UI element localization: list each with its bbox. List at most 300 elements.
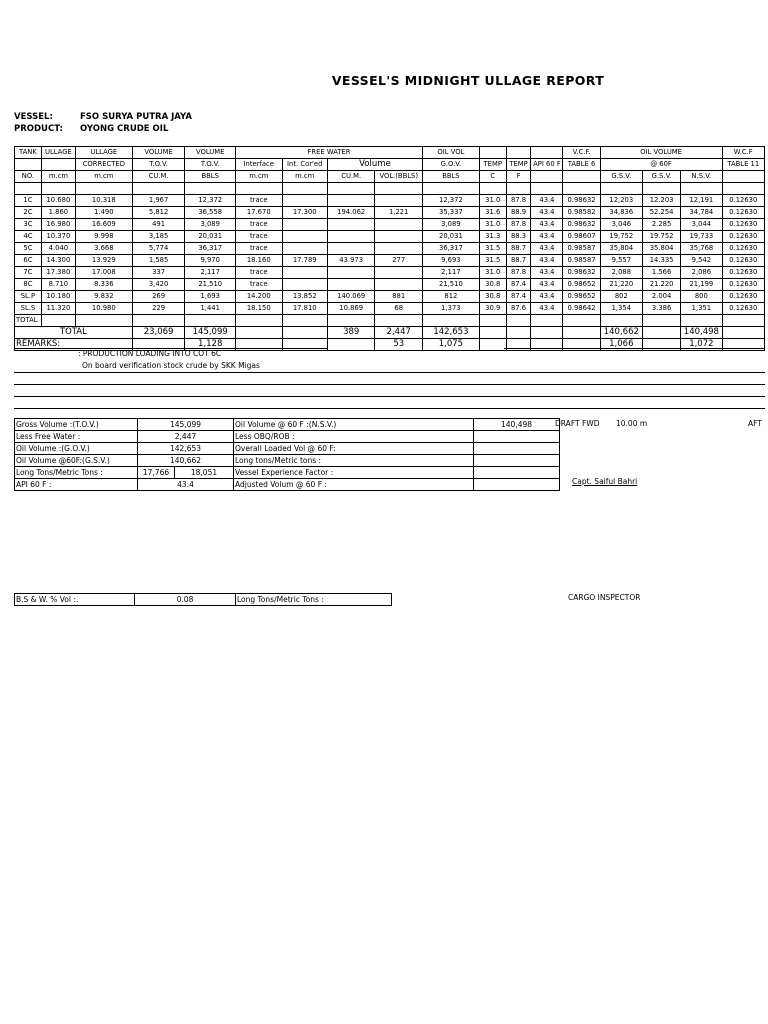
summary-label: Vessel Experience Factor : — [234, 467, 474, 479]
table-cell — [41, 315, 75, 327]
note-line-1: : PRODUCTION LOADING INTO COT 6C — [78, 349, 222, 358]
table-cell — [722, 327, 764, 339]
table-cell: 0.98582 — [563, 207, 600, 219]
summary-label: Gross Volume :(T.O.V.) — [15, 419, 138, 431]
table-cell: SL.S — [15, 303, 42, 315]
table-cell: 1,221 — [375, 207, 423, 219]
table-row — [15, 207, 765, 219]
table-cell — [282, 231, 327, 243]
col-header: Interface — [236, 159, 282, 171]
table-cell: 68 — [375, 303, 423, 315]
table-cell: 140,662 — [600, 327, 642, 339]
table-cell — [375, 279, 423, 291]
table-cell: 0.12630 — [722, 195, 764, 207]
aft-label: AFT — [748, 419, 762, 428]
col-header: VOLUME — [132, 147, 185, 159]
col-header: F — [506, 171, 531, 183]
table-cell: 34,784 — [681, 207, 722, 219]
table-cell: 43.4 — [531, 243, 563, 255]
table-cell: 8.710 — [41, 279, 75, 291]
col-header: G.S.V. — [600, 171, 642, 183]
col-header: TANK — [15, 147, 42, 159]
col-header: N.S.V. — [681, 171, 722, 183]
table-cell: 3.386 — [642, 303, 680, 315]
col-header: V.C.F. — [563, 147, 600, 159]
table-cell: 2C — [15, 207, 42, 219]
table-cell: 31.0 — [479, 267, 506, 279]
captain-signature: Capt. Saiful Bahri — [572, 477, 638, 486]
summary-row — [15, 479, 560, 491]
note-line-2: On board verification stock crude by SKK Migas — [82, 361, 260, 370]
table-cell: 881 — [375, 291, 423, 303]
table-row — [15, 243, 765, 255]
table-cell: 812 — [423, 291, 480, 303]
table-cell: 43.4 — [531, 303, 563, 315]
table-cell — [327, 231, 375, 243]
table-row — [15, 291, 765, 303]
table-cell: 1,441 — [185, 303, 236, 315]
table-cell — [722, 315, 764, 327]
table-cell: 9,970 — [185, 255, 236, 267]
table-cell: 31.0 — [479, 195, 506, 207]
table-cell: 19.752 — [642, 231, 680, 243]
table-cell: trace — [236, 231, 282, 243]
col-header: T.O.V. — [132, 159, 185, 171]
draft-fwd-value: 10.00 m — [616, 419, 648, 428]
col-header: CORRECTED — [75, 159, 132, 171]
table-cell: 43.4 — [531, 231, 563, 243]
table-cell: 12,372 — [185, 195, 236, 207]
divider — [14, 384, 765, 385]
table-cell: 0.12630 — [722, 291, 764, 303]
table-cell — [563, 327, 600, 339]
table-row — [15, 219, 765, 231]
col-header: TABLE 6 — [563, 159, 600, 171]
table-cell — [327, 243, 375, 255]
col-header: NO. — [15, 171, 42, 183]
table-cell — [327, 267, 375, 279]
col-header — [722, 171, 764, 183]
table-cell — [236, 327, 282, 339]
table-cell: trace — [236, 243, 282, 255]
table-cell: trace — [236, 219, 282, 231]
col-header: W.C.F — [722, 147, 764, 159]
table-cell: 2.285 — [642, 219, 680, 231]
table-row — [15, 279, 765, 291]
table-cell: 1,075 — [423, 339, 480, 351]
table-cell: 43.4 — [531, 291, 563, 303]
table-cell — [642, 315, 680, 327]
col-header: T.O.V. — [185, 159, 236, 171]
col-header: CU.M. — [132, 171, 185, 183]
col-header: ULLAGE — [75, 147, 132, 159]
summary-label: Adjusted Volum @ 60 F : — [234, 479, 474, 491]
table-cell: 31.3 — [479, 231, 506, 243]
table-cell: 1,066 — [600, 339, 642, 351]
table-cell: 52.254 — [642, 207, 680, 219]
table-cell: 2,447 — [375, 327, 423, 339]
table-cell: 2,117 — [185, 267, 236, 279]
table-cell: 1C — [15, 195, 42, 207]
table-cell: 43.973 — [327, 255, 375, 267]
col-header: TEMP — [479, 159, 506, 171]
table-cell: 43.4 — [531, 207, 563, 219]
col-header — [479, 147, 506, 159]
table-cell: 229 — [132, 303, 185, 315]
col-header: TABLE 11 — [722, 159, 764, 171]
bsw-row — [15, 594, 392, 606]
col-header — [531, 171, 563, 183]
table-cell: 21,510 — [423, 279, 480, 291]
table-cell: 31.5 — [479, 243, 506, 255]
table-cell: 5,812 — [132, 207, 185, 219]
table-cell: 13.929 — [75, 255, 132, 267]
bsw-table — [14, 593, 392, 606]
table-cell — [185, 315, 236, 327]
table-cell: 30.8 — [479, 279, 506, 291]
table-cell: 34,836 — [600, 207, 642, 219]
summary-value — [474, 467, 560, 479]
col-header: C — [479, 171, 506, 183]
table-cell: 43.4 — [531, 255, 563, 267]
summary-value: 140,498 — [474, 419, 560, 431]
table-cell: 19,733 — [681, 231, 722, 243]
table-row — [15, 255, 765, 267]
table-cell — [327, 195, 375, 207]
summary-value — [474, 431, 560, 443]
col-header-oil-volume: OIL VOLUME — [600, 147, 722, 159]
table-cell — [75, 315, 132, 327]
bsw-long-tons-label: Long Tons/Metric Tons : — [236, 594, 392, 606]
table-cell: 1,967 — [132, 195, 185, 207]
table-cell: 35,337 — [423, 207, 480, 219]
table-cell: 0.98632 — [563, 219, 600, 231]
table-cell: 2,086 — [681, 267, 722, 279]
col-header: m.cm — [75, 171, 132, 183]
table-cell: 0.12630 — [722, 267, 764, 279]
table-cell — [531, 327, 563, 339]
table-cell: 17.810 — [282, 303, 327, 315]
table-cell: 0.12630 — [722, 279, 764, 291]
table-cell: 12,191 — [681, 195, 722, 207]
summary-label: Less OBQ/ROB : — [234, 431, 474, 443]
table-cell — [282, 195, 327, 207]
summary-row — [15, 443, 560, 455]
table-cell: 277 — [375, 255, 423, 267]
table-cell: 802 — [600, 291, 642, 303]
table-cell: 31.5 — [479, 255, 506, 267]
table-cell — [327, 219, 375, 231]
table-cell: 30.8 — [479, 291, 506, 303]
table-cell — [327, 315, 375, 327]
table-cell: 800 — [681, 291, 722, 303]
table-cell: 53 — [375, 339, 423, 351]
table-cell — [479, 339, 506, 351]
table-cell: 0.98587 — [563, 255, 600, 267]
summary-label: Oil Volume @ 60 F :(N.S.V.) — [234, 419, 474, 431]
col-header: G.O.V. — [423, 159, 480, 171]
table-cell — [327, 279, 375, 291]
summary-label: Overall Loaded Vol @ 60 F: — [234, 443, 474, 455]
col-header: TEMP — [506, 159, 531, 171]
table-cell: 87.4 — [506, 279, 531, 291]
table-cell: 1.490 — [75, 207, 132, 219]
table-cell: 9.998 — [75, 231, 132, 243]
table-cell: 0.12630 — [722, 207, 764, 219]
table-cell: 10.680 — [41, 195, 75, 207]
summary-value: 142,653 — [138, 443, 234, 455]
table-cell: 13.852 — [282, 291, 327, 303]
col-header: VOLUME — [185, 147, 236, 159]
cargo-inspector-label: CARGO INSPECTOR — [568, 593, 641, 602]
table-cell: 17.008 — [75, 267, 132, 279]
col-header — [41, 159, 75, 171]
table-cell — [282, 243, 327, 255]
table-cell: 8.336 — [75, 279, 132, 291]
table-cell: 9,557 — [600, 255, 642, 267]
table-cell: 0.98607 — [563, 231, 600, 243]
table-cell: 269 — [132, 291, 185, 303]
table-cell: 491 — [132, 219, 185, 231]
table-cell: 88.7 — [506, 255, 531, 267]
table-cell: 20,031 — [185, 231, 236, 243]
summary-value: 43.4 — [138, 479, 234, 491]
col-header: VOL.(BBLS) — [375, 171, 423, 183]
table-cell — [282, 279, 327, 291]
table-cell — [375, 231, 423, 243]
summary-row — [15, 419, 560, 431]
table-cell: trace — [236, 195, 282, 207]
table-cell — [506, 327, 531, 339]
table-cell: 0.98587 — [563, 243, 600, 255]
summary-label: Less Free Water : — [15, 431, 138, 443]
table-cell — [282, 315, 327, 327]
table-cell: 10.370 — [41, 231, 75, 243]
table-cell: 1,128 — [185, 339, 236, 351]
col-header: ULLAGE — [41, 147, 75, 159]
table-cell: 0.98632 — [563, 195, 600, 207]
table-cell: 88.3 — [506, 231, 531, 243]
table-cell: 36,317 — [185, 243, 236, 255]
table-cell: 3.668 — [75, 243, 132, 255]
summary-value: 2,447 — [138, 431, 234, 443]
table-cell: 10.869 — [327, 303, 375, 315]
table-cell — [600, 315, 642, 327]
table-cell: 31.0 — [479, 219, 506, 231]
draft-fwd-label: DRAFT FWD — [555, 419, 600, 428]
table-cell: 6C — [15, 255, 42, 267]
table-cell: 21,220 — [600, 279, 642, 291]
table-cell: 10.980 — [75, 303, 132, 315]
table-cell: 1,072 — [681, 339, 722, 351]
table-cell: 10.180 — [41, 291, 75, 303]
table-cell: 2.004 — [642, 291, 680, 303]
header-row-1 — [15, 147, 765, 159]
table-cell: 43.4 — [531, 279, 563, 291]
table-cell: 1,693 — [185, 291, 236, 303]
product-label: PRODUCT: — [14, 124, 63, 134]
table-cell: 87.4 — [506, 291, 531, 303]
table-cell: 88.7 — [506, 243, 531, 255]
summary-label: Long tons/Metric tons : — [234, 455, 474, 467]
table-cell: 87.8 — [506, 219, 531, 231]
table-cell: 142,653 — [423, 327, 480, 339]
summary-value — [474, 443, 560, 455]
col-header — [563, 171, 600, 183]
summary-row — [15, 431, 560, 443]
summary-table — [14, 418, 560, 491]
table-cell: 0.12630 — [722, 303, 764, 315]
table-cell: 36,558 — [185, 207, 236, 219]
table-cell: 0.98642 — [563, 303, 600, 315]
table-cell: 20,031 — [423, 231, 480, 243]
table-cell: 0.12630 — [722, 243, 764, 255]
table-cell: 43.4 — [531, 195, 563, 207]
table-row — [15, 267, 765, 279]
bsw-label: B.S & W. % Vol :. — [15, 594, 135, 606]
table-cell: 30.9 — [479, 303, 506, 315]
table-row — [15, 303, 765, 315]
table-cell: 0.98652 — [563, 279, 600, 291]
col-header: BBLS — [423, 171, 480, 183]
table-cell: 12.203 — [642, 195, 680, 207]
header-row-3 — [15, 171, 765, 183]
table-cell: 7C — [15, 267, 42, 279]
table-cell: 1.860 — [41, 207, 75, 219]
table-cell: 35.804 — [642, 243, 680, 255]
summary-value: 140,662 — [138, 455, 234, 467]
table-cell: 17.300 — [282, 207, 327, 219]
table-cell: 87.8 — [506, 267, 531, 279]
table-cell: 140.069 — [327, 291, 375, 303]
table-cell: 8C — [15, 279, 42, 291]
table-cell — [327, 339, 375, 351]
summary-row — [15, 467, 560, 479]
table-cell: 3,044 — [681, 219, 722, 231]
summary-label: Oil Volume :(G.O.V.) — [15, 443, 138, 455]
summary-label: Oil Volume @60F:(G.S.V.) — [15, 455, 138, 467]
table-cell: 0.98632 — [563, 267, 600, 279]
col-header: m.cm — [41, 171, 75, 183]
table-cell: 87.8 — [506, 195, 531, 207]
table-cell: 87.6 — [506, 303, 531, 315]
table-cell: 194.062 — [327, 207, 375, 219]
table-cell: 31.6 — [479, 207, 506, 219]
table-cell: 36,317 — [423, 243, 480, 255]
table-cell: 21,510 — [185, 279, 236, 291]
table-cell — [375, 219, 423, 231]
table-cell: 18.150 — [236, 303, 282, 315]
table-cell: 35,804 — [600, 243, 642, 255]
col-header: @ 60F — [600, 159, 722, 171]
total-row-label: TOTAL — [15, 327, 133, 339]
summary-value: 18,051 — [175, 467, 234, 479]
table-cell: 0.12630 — [722, 255, 764, 267]
table-cell: 0.98652 — [563, 291, 600, 303]
vessel-value: FSO SURYA PUTRA JAYA — [80, 112, 192, 122]
report-title: VESSEL'S MIDNIGHT ULLAGE REPORT — [331, 73, 605, 88]
summary-label: Long Tons/Metric Tons : — [15, 467, 138, 479]
table-cell: 14.335 — [642, 255, 680, 267]
table-row — [15, 231, 765, 243]
table-cell: 337 — [132, 267, 185, 279]
table-cell — [681, 315, 722, 327]
table-cell — [375, 195, 423, 207]
vessel-label: VESSEL: — [14, 112, 53, 122]
table-cell: 2,088 — [600, 267, 642, 279]
header-row-2 — [15, 159, 765, 171]
table-cell: 1.566 — [642, 267, 680, 279]
ullage-table — [14, 146, 765, 351]
table-cell: 35,768 — [681, 243, 722, 255]
table-cell — [642, 327, 680, 339]
divider — [14, 372, 765, 373]
col-header — [531, 147, 563, 159]
col-header: m.cm — [282, 171, 327, 183]
table-cell: 1,351 — [681, 303, 722, 315]
table-cell: 19,752 — [600, 231, 642, 243]
table-cell: 389 — [327, 327, 375, 339]
col-header — [15, 159, 42, 171]
divider — [14, 408, 765, 409]
table-cell: 3,046 — [600, 219, 642, 231]
table-cell: 2,117 — [423, 267, 480, 279]
table-cell — [375, 243, 423, 255]
table-cell: 21.220 — [642, 279, 680, 291]
table-cell: 12,203 — [600, 195, 642, 207]
table-cell: 145,099 — [185, 327, 236, 339]
table-cell: trace — [236, 279, 282, 291]
total-row — [15, 327, 765, 339]
summary-row — [15, 455, 560, 467]
table-cell: 3,089 — [423, 219, 480, 231]
col-header: API 60 F — [531, 159, 563, 171]
table-cell: 14.200 — [236, 291, 282, 303]
table-cell: 1,585 — [132, 255, 185, 267]
col-header-free-water: FREE WATER — [236, 147, 423, 159]
col-header: BBLS — [185, 171, 236, 183]
table-cell: 0.12630 — [722, 219, 764, 231]
table-cell — [506, 315, 531, 327]
table-cell: 1,373 — [423, 303, 480, 315]
table-cell — [375, 267, 423, 279]
col-header: m.cm — [236, 171, 282, 183]
total-label: TOTAL — [15, 315, 42, 327]
divider — [504, 348, 765, 349]
table-cell: 9,693 — [423, 255, 480, 267]
bsw-value: 0.08 — [135, 594, 236, 606]
table-cell: trace — [236, 267, 282, 279]
col-header-volume: Volume — [327, 159, 422, 171]
summary-label: API 60 F : — [15, 479, 138, 491]
summary-value — [474, 479, 560, 491]
table-cell — [236, 315, 282, 327]
table-cell — [563, 315, 600, 327]
table-cell — [423, 315, 480, 327]
table-cell: 3,185 — [132, 231, 185, 243]
table-cell — [282, 267, 327, 279]
table-cell: 12,372 — [423, 195, 480, 207]
table-cell: 4.040 — [41, 243, 75, 255]
table-cell: 14.300 — [41, 255, 75, 267]
table-cell: 3,420 — [132, 279, 185, 291]
col-header: Int. Cor'ed — [282, 159, 327, 171]
remarks-row-label: REMARKS: — [15, 339, 133, 351]
table-cell — [282, 219, 327, 231]
product-value: OYONG CRUDE OIL — [80, 124, 169, 134]
col-header: CU.M. — [327, 171, 375, 183]
table-cell — [531, 315, 563, 327]
